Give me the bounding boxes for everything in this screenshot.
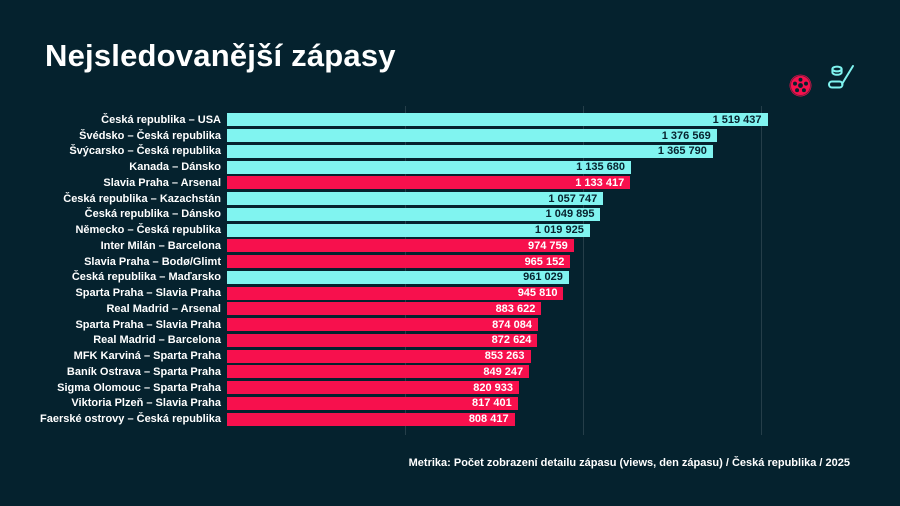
bar-value: 961 029 [523,271,563,284]
chart-row [0,411,878,427]
bar-track [227,397,878,410]
bar-value: 853 263 [484,350,525,363]
bar [227,113,768,126]
chart-row [0,285,878,301]
bar-value: 965 152 [524,255,565,268]
bar [227,365,529,378]
bar-value: 1 057 747 [548,192,598,205]
bar-chart [0,112,878,427]
match-label: Baník Ostrava – Sparta Praha [66,365,221,378]
bar-value: 1 135 680 [576,161,625,174]
bar [227,239,574,252]
metric-footnote: Metrika: Počet zobrazení detailu zápasu (views, den zápasu) / Česká republika / 2025 [408,457,850,469]
bar [227,318,538,331]
bar-value: 883 622 [495,302,536,315]
chart-row [0,222,878,238]
bar-track [227,255,878,268]
bar [227,129,717,142]
bar-track [227,239,878,252]
bar-value: 974 759 [527,239,568,252]
chart-row [0,301,878,317]
bar-value: 849 247 [483,365,524,378]
match-label: Česká republika – Maďarsko [71,271,221,284]
bar [227,145,713,158]
chart-row [0,144,878,160]
chart-row [0,128,878,144]
match-label: Real Madrid – Arsenal [106,302,221,315]
hockey-stick-icon [826,62,856,103]
match-label: Kanada – Dánsko [129,161,221,174]
chart-row [0,207,878,223]
bar-track [227,208,878,221]
bar-track [227,365,878,378]
match-label: Česká republika – Kazachstán [63,192,221,205]
bar-value: 808 417 [468,413,509,426]
bar-track [227,334,878,347]
chart-row [0,333,878,349]
bar [227,161,631,174]
sport-legend-icons [788,62,856,103]
match-label: Česká republika – Dánsko [84,208,221,221]
match-label: Faerské ostrovy – Česká republika [40,413,221,426]
bar [227,397,518,410]
match-label: Česká republika – USA [101,113,221,126]
chart-row [0,112,878,128]
bar [227,350,531,363]
chart-row [0,317,878,333]
bar-track [227,145,878,158]
match-label: Sigma Olomouc – Sparta Praha [57,381,221,394]
bar [227,176,630,189]
chart-row [0,159,878,175]
bar-value: 817 401 [472,397,512,410]
page-title: Nejsledovanější zápasy [45,38,396,73]
bar-value: 1 365 790 [657,145,707,158]
bar-track [227,350,878,363]
bar [227,271,569,284]
bar-track [227,381,878,394]
bar-track [227,271,878,284]
bar-value: 1 519 437 [712,113,762,126]
match-label: Německo – Česká republika [75,224,221,237]
match-label: Sparta Praha – Slavia Praha [75,287,221,300]
bar-track [227,129,878,142]
match-label: Inter Milán – Barcelona [100,239,221,252]
bar [227,255,570,268]
chart-row [0,238,878,254]
football-icon [788,73,813,103]
bar-value: 1 133 417 [575,176,625,189]
bar [227,413,515,426]
match-label: Švédsko – Česká republika [79,129,221,142]
match-label: Viktoria Plzeň – Slavia Praha [71,397,221,410]
bar-track [227,287,878,300]
chart-row [0,254,878,270]
chart-row [0,270,878,286]
bar [227,287,563,300]
chart-row [0,380,878,396]
bar-value: 874 084 [492,318,532,331]
bar-value: 1 376 569 [661,129,711,142]
match-label: Sparta Praha – Slavia Praha [75,318,221,331]
bar [227,208,600,221]
match-label: Slavia Praha – Arsenal [103,176,221,189]
chart-row [0,175,878,191]
bar [227,224,590,237]
bar-track [227,192,878,205]
chart-rows [0,112,878,427]
bar-track [227,413,878,426]
bar-track [227,302,878,315]
chart-row [0,396,878,412]
bar-track [227,318,878,331]
bar [227,302,541,315]
bar-track [227,161,878,174]
match-label: Švýcarsko – Česká republika [69,145,221,158]
bar-value: 820 933 [473,381,514,394]
match-label: Real Madrid – Barcelona [93,334,221,347]
bar-track [227,113,878,126]
match-label: Slavia Praha – Bodø/Glimt [84,255,221,268]
chart-row [0,191,878,207]
bar-track [227,176,878,189]
bar [227,334,537,347]
bar-track [227,224,878,237]
bar-value: 1 019 925 [534,224,584,237]
bar [227,381,519,394]
bar-value: 945 810 [517,287,558,300]
chart-row [0,348,878,364]
bar [227,192,603,205]
chart-row [0,364,878,380]
bar-value: 1 049 895 [545,208,595,221]
match-label: MFK Karviná – Sparta Praha [73,350,221,363]
bar-value: 872 624 [491,334,532,347]
